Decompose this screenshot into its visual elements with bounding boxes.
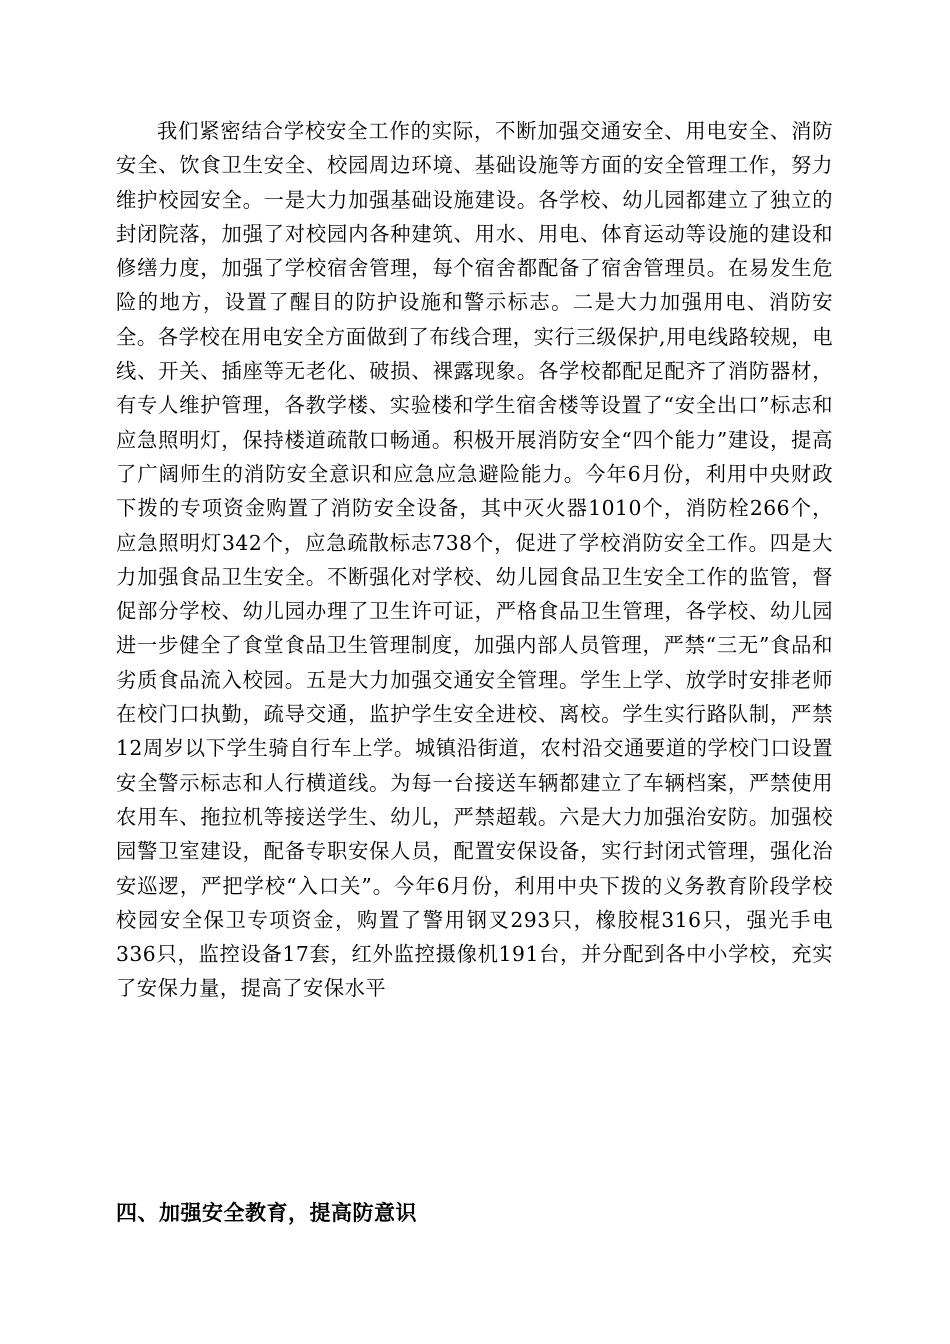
body-paragraph: 我们紧密结合学校安全工作的实际，不断加强交通安全、用电安全、消防安全、饮食卫生安全、校园周边环境、基础设施等方面的安全管理工作，努力维护校园安全。一是大力加强基础设施建设。各学校、幼儿园都建立了独立的封闭院落，加强了对校园内各种建筑、用水、用电、体育运动等设施的建设和修缮力度，加强了学校宿舍管理，每个宿舍都配备了宿舍管理员。在易发生危险的地方，设置了醒目的防护设施和警示标志。二是大力加强用电、消防安全。各学校在用电安全方面做到了布线合理，实行三级保护,用电线路较规，电线、开关、插座等无老化、破损、裸露现象。各学校都配足配齐了消防器材，有专人维护管理，各教学楼、实验楼和学生宿舍楼等设置了“安全出口”标志和应急照明灯，保持楼道疏散口畅通。积极开展消防安全“四个能力”建设，提高了广阔师生的消防安全意识和应急应急避险能力。今年6月份，利用中央财政下拨的专项资金购置了消防安全设备，其中灭火器1010个，消防栓266个，应急照明灯342个，应急疏散标志738个，促进了学校消防安全工作。四是大力加强食品卫生安全。不断强化对学校、幼儿园食品卫生安全工作的监管，督促部分学校、幼儿园办理了卫生许可证，严格食品卫生管理，各学校、幼儿园进一步健全了食堂食品卫生管理制度，加强内部人员管理，严禁“三无”食品和劣质食品流入校园。五是大力加强交通安全管理。学生上学、放学时安排老师在校门口执勤，疏导交通，监护学生安全进校、离校。学生实行路队制，严禁12周岁以下学生骑自行车上学。城镇沿街道，农村沿交通要道的学校门口设置安全警示标志和人行横道线。为每一台接送车辆都建立了车辆档案，严禁使用农用车、拖拉机等接送学生、幼儿，严禁超载。六是大力加强治安防。加强校园警卫室建设，配备专职安保人员，配置安保设备，实行封闭式管理，强化治安巡逻，严把学校“入口关”。今年6月份，利用中央下拨的义务教育阶段学校校园安全保卫专项资金，购置了警用钢叉293只，橡胶棍316只，强光手电336只，监控设备17套，红外监控摄像机191台，并分配到各中小学校，充实了安保力量，提高了安保水平	[116, 119, 833, 1001]
section-heading: 四、加强安全教育，提高防意识	[116, 1201, 417, 1225]
